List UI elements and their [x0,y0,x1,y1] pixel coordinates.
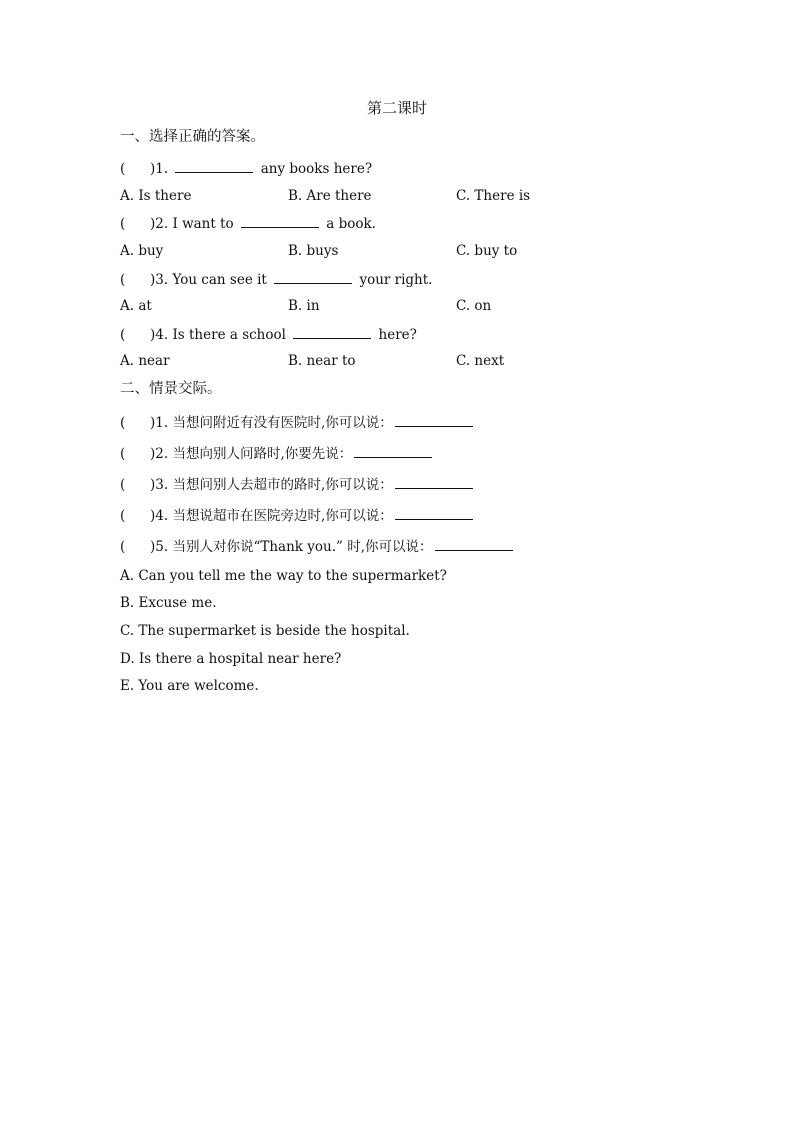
option-a[interactable]: A. buy [120,243,164,259]
question-text-after: here? [378,327,417,343]
fill-blank[interactable] [395,413,473,427]
answer-option-b[interactable]: B. Excuse me. [120,595,217,611]
option-c[interactable]: C. on [456,298,492,314]
fill-blank[interactable] [395,475,473,489]
answer-paren[interactable]: ( [120,272,126,288]
answer-paren[interactable]: ( [120,446,126,462]
option-a[interactable]: A. Is there [120,188,192,204]
question-text: 当想向别人问路时,你要先说： [172,446,353,462]
question-text: 当别人对你说“Thank you.” 时,你可以说： [172,539,433,555]
question-number: )2. [150,446,169,462]
fill-blank[interactable] [293,325,371,339]
question-text-after: any books here? [260,161,373,177]
question-number: )3. [150,272,169,288]
answer-option-a[interactable]: A. Can you tell me the way to the supermarket? [120,568,447,584]
question-number: )5. [150,539,169,555]
section2-heading: 二、情景交际。 [120,381,222,397]
answer-paren[interactable]: ( [120,161,126,177]
question-text-before: I want to [172,216,234,232]
question-text: 当想问别人去超市的路时,你可以说： [172,477,393,493]
question-text: 当想说超市在医院旁边时,你可以说： [172,508,393,524]
fill-blank[interactable] [175,159,253,173]
question-text-before: Is there a school [172,327,286,343]
question-text: 当想问附近有没有医院时,你可以说： [172,415,393,431]
option-c[interactable]: C. next [456,353,505,369]
option-a[interactable]: A. near [120,353,170,369]
answer-paren[interactable]: ( [120,539,126,555]
question-number: )4. [150,327,169,343]
answer-paren[interactable]: ( [120,216,126,232]
answer-paren[interactable]: ( [120,415,126,431]
dialogue-question-3 [120,475,476,494]
option-b[interactable]: B. in [288,298,320,314]
fill-blank[interactable] [274,270,352,284]
dialogue-question-4 [120,506,476,525]
answer-paren[interactable]: ( [120,327,126,343]
question-text-after: your right. [359,272,433,288]
question-text-before: You can see it [172,272,267,288]
question-number: )1. [150,161,169,177]
question-text-after: a book. [326,216,376,232]
question-3 [120,270,432,289]
dialogue-question-5 [120,537,516,556]
dialogue-question-2 [120,444,435,463]
answer-option-d[interactable]: D. Is there a hospital near here? [120,651,342,667]
dialogue-question-1 [120,413,476,432]
option-c[interactable]: C. There is [456,188,531,204]
question-2 [120,214,376,233]
section1-heading: 一、选择正确的答案。 [120,129,265,145]
question-number: )3. [150,477,169,493]
fill-blank[interactable] [395,506,473,520]
answer-option-e[interactable]: E. You are welcome. [120,678,259,694]
answer-paren[interactable]: ( [120,477,126,493]
question-number: )2. [150,216,169,232]
answer-option-c[interactable]: C. The supermarket is beside the hospital. [120,623,410,639]
option-b[interactable]: B. buys [288,243,339,259]
option-b[interactable]: B. Are there [288,188,372,204]
option-c[interactable]: C. buy to [456,243,518,259]
fill-blank[interactable] [354,444,432,458]
option-b[interactable]: B. near to [288,353,356,369]
page-title: 第二课时 [366,99,427,117]
fill-blank[interactable] [435,537,513,551]
option-a[interactable]: A. at [120,298,152,314]
fill-blank[interactable] [241,214,319,228]
answer-paren[interactable]: ( [120,508,126,524]
question-1 [120,159,372,178]
question-number: )4. [150,508,169,524]
question-number: )1. [150,415,169,431]
question-4 [120,325,417,344]
